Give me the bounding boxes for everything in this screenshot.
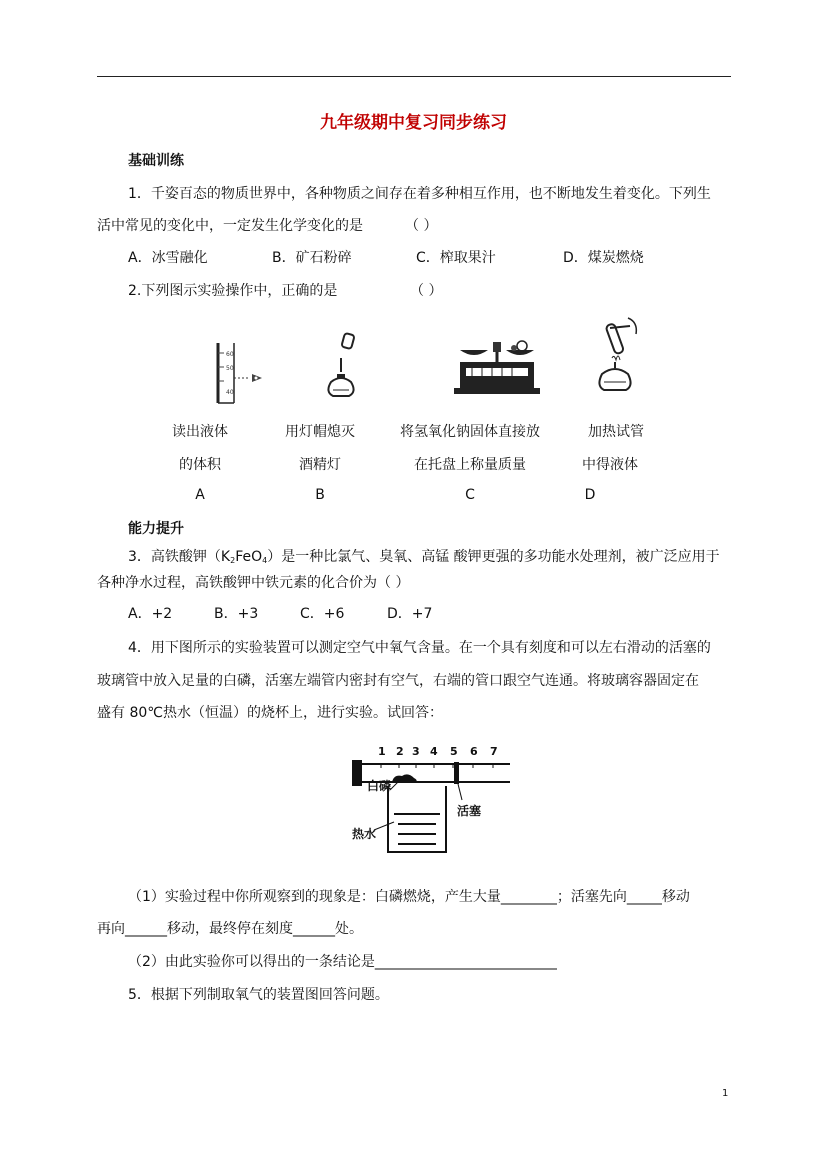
q2-letter-d: D: [584, 487, 596, 503]
q1-option-b: B．矿石粉碎: [272, 250, 352, 266]
q1-line1: 1．千姿百态的物质世界中，各种物质之间存在着多种相互作用，也不断地发生着变化。下列生: [128, 186, 711, 202]
figure-phosphorus-apparatus: [346, 742, 516, 860]
q2-stem: 2.下列图示实验操作中，正确的是: [128, 283, 338, 299]
q2-letter-c: C: [465, 487, 475, 503]
figure-balance-scale: [452, 338, 542, 398]
label-piston: 活塞: [457, 804, 482, 818]
scale-6: 6: [470, 745, 478, 758]
section-heading-basic: 基础训练: [128, 153, 184, 169]
q4-sub1-line2: 再向______移动，最终停在刻度______处。: [97, 921, 363, 937]
q2-caption-b-line1: 用灯帽熄灭: [285, 424, 355, 440]
scale-5: 5: [450, 745, 458, 758]
figure-heating-test-tube: [590, 316, 650, 396]
q2-caption-d-line1: 加热试管: [588, 424, 644, 440]
q3-line2: 各种净水过程，高铁酸钾中铁元素的化合价为（ ）: [97, 575, 410, 591]
q3-option-b: B．+3: [214, 606, 259, 622]
q2-letter-a: A: [195, 487, 205, 503]
section-heading-ability: 能力提升: [128, 521, 184, 537]
label-hot-water: 热水: [352, 827, 377, 841]
scale-1: 1: [378, 745, 386, 758]
q2-letter-b: B: [315, 487, 325, 503]
scale-7: 7: [490, 745, 498, 758]
q4-sub1-line1: （1）实验过程中你所观察到的现象是：白磷燃烧，产生大量________；活塞先向_____移动: [128, 889, 690, 905]
q4-line2: 玻璃管中放入足量的白磷，活塞左端管内密封有空气，右端的管口跟空气连通。将玻璃容器固定在: [97, 673, 699, 689]
q2-paren: （ ）: [410, 283, 443, 299]
q4-line3: 盛有 80℃热水（恒温）的烧杯上，进行实验。试回答：: [97, 705, 443, 721]
q4-line1: 4．用下图所示的实验装置可以测定空气中氧气含量。在一个具有刻度和可以左右滑动的活塞的: [128, 640, 711, 656]
label-phosphorus: 白磷: [367, 779, 392, 793]
q5-stem: 5．根据下列制取氧气的装置图回答问题。: [128, 987, 389, 1003]
q1-line2: 活中常见的变化中，一定发生化学变化的是: [97, 218, 363, 234]
q3-option-a: A．+2: [128, 606, 173, 622]
cylinder-mark-60: 60: [226, 351, 234, 358]
q3-option-d: D．+7: [387, 606, 433, 622]
scale-4: 4: [430, 745, 438, 758]
q2-caption-a-line1: 读出液体: [172, 424, 228, 440]
q4-sub2: （2）由此实验你可以得出的一条结论是__________________________: [128, 954, 557, 970]
q1-option-a: A．冰雪融化: [128, 250, 208, 266]
page-title: 九年级期中复习同步练习: [320, 113, 507, 133]
figure-alcohol-lamp-cap: [315, 330, 370, 410]
page-number: 1: [722, 1088, 729, 1099]
figure-cylinder-reading: [200, 338, 275, 408]
q3-line1: 3．高铁酸钾$(K_2FeO_4)$是一种比氯气、臭氧、高锰 酸钾更强的多功能水处理剂，被广泛应用于: [128, 549, 720, 565]
q2-caption-d-line2: 中得液体: [582, 457, 638, 473]
q3-option-c: C．+6: [300, 606, 345, 622]
q2-caption-c-line1: 将氢氧化钠固体直接放: [400, 424, 540, 440]
cylinder-mark-40: 40: [226, 389, 234, 396]
q2-caption-b-line2: 酒精灯: [299, 457, 341, 473]
q1-paren: （ ）: [405, 218, 438, 234]
cylinder-mark-50: 50: [226, 365, 234, 372]
q2-caption-c-line2: 在托盘上称量质量: [414, 457, 526, 473]
scale-2: 2: [396, 745, 404, 758]
q1-option-c: C．榨取果汁: [416, 250, 496, 266]
q1-option-d: D．煤炭燃烧: [563, 250, 644, 266]
header-rule: [97, 76, 731, 77]
scale-3: 3: [412, 745, 420, 758]
q2-caption-a-line2: 的体积: [179, 457, 221, 473]
